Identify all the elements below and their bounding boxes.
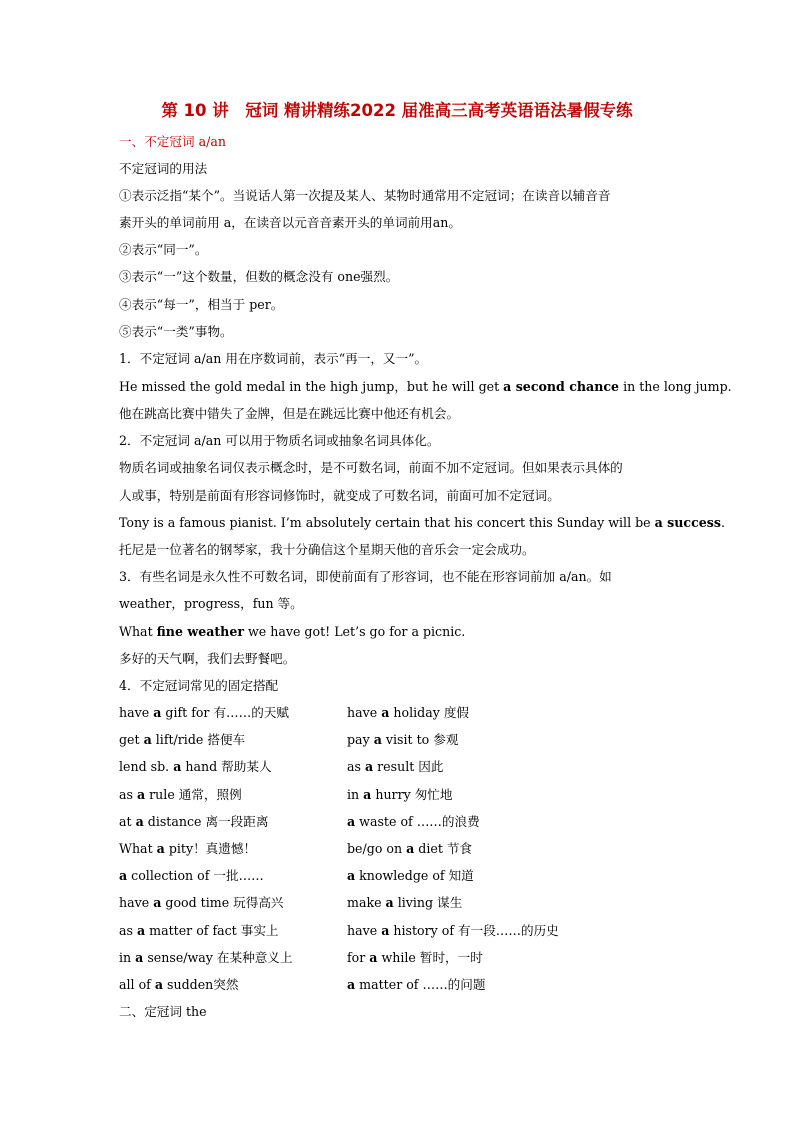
point-1-example <box>119 378 732 396</box>
usage-2: ②表示“同一”。 <box>119 242 208 257</box>
phrase-left: lend sb. a hand 帮助某人 <box>119 759 272 774</box>
point-3-heading-line-2: weather，progress，fun 等。 <box>119 596 303 611</box>
section-heading-definite-article: 二、定冠词 the <box>119 1004 207 1019</box>
phrase-left: as a rule 通常，照例 <box>119 787 242 802</box>
usage-1-line-2: 素开头的单词前用 a，在读音以元音音素开头的单词前用an。 <box>119 215 461 230</box>
phrase-right: have a holiday 度假 <box>347 705 470 720</box>
phrase-left: all of a sudden突然 <box>119 977 239 992</box>
example-highlight: a success <box>654 515 721 530</box>
phrase-left: as a matter of fact 事实上 <box>119 923 279 938</box>
phrase-left: at a distance 离一段距离 <box>119 814 269 829</box>
phrase-right: a matter of ……的问题 <box>347 977 486 992</box>
phrase-right: make a living 谋生 <box>347 895 463 910</box>
phrase-left: get a lift/ride 搭便车 <box>119 732 246 747</box>
phrase-right: as a result 因此 <box>347 759 444 774</box>
page-title: 第 10 讲 冠词 精讲精练2022 届准高三高考英语语法暑假专练 <box>161 101 633 120</box>
phrase-right: pay a visit to 参观 <box>347 732 459 747</box>
example-highlight: fine weather <box>156 624 244 639</box>
point-1-translation: 他在跳高比赛中错失了金牌，但是在跳远比赛中他还有机会。 <box>119 406 460 421</box>
phrase-left: a collection of 一批…… <box>119 868 264 883</box>
usage-1-line-1: ①表示泛指“某个”。当说话人第一次提及某人、某物时通常用不定冠词；在读音以辅音音 <box>119 188 611 203</box>
usage-4: ④表示“每一”，相当于 per。 <box>119 297 284 312</box>
example-text: Tony is a famous pianist. I’m absolutely certain that his concert this Sunday will be <box>119 515 655 530</box>
example-text: we have got! Let’s go for a picnic. <box>244 624 466 639</box>
phrase-left: have a gift for 有……的天赋 <box>119 705 290 720</box>
point-2-translation: 托尼是一位著名的钢琴家，我十分确信这个星期天他的音乐会一定会成功。 <box>119 542 535 557</box>
usage-5: ⑤表示“一类”事物。 <box>119 324 233 339</box>
example-text: He missed the gold medal in the high jump，but he will get <box>119 379 504 394</box>
example-text: in the long jump. <box>619 379 732 394</box>
point-4-heading: 4．不定冠词常见的固定搭配 <box>119 678 279 693</box>
usage-heading: 不定冠词的用法 <box>119 161 208 176</box>
usage-3: ③表示“一”这个数量，但数的概念没有 one强烈。 <box>119 269 399 284</box>
phrase-right: a knowledge of 知道 <box>347 868 474 883</box>
point-2-text-line-1: 物质名词或抽象名词仅表示概念时，是不可数名词，前面不加不定冠词。但如果表示具体的 <box>119 460 623 475</box>
point-2-example <box>119 514 725 532</box>
phrase-right: in a hurry 匆忙地 <box>347 787 453 802</box>
phrase-right: have a history of 有一段……的历史 <box>347 923 559 938</box>
point-3-example <box>119 623 465 641</box>
phrase-right: a waste of ……的浪费 <box>347 814 480 829</box>
point-3-translation: 多好的天气啊，我们去野餐吧。 <box>119 651 296 666</box>
phrase-left: What a pity！真遗憾！ <box>119 841 257 856</box>
example-highlight: a second chance <box>503 379 620 394</box>
point-3-heading-line-1: 3．有些名词是永久性不可数名词，即使前面有了形容词，也不能在形容词前加 a/an。如 <box>119 569 612 584</box>
phrase-right: be/go on a diet 节食 <box>347 841 473 856</box>
point-1-heading: 1．不定冠词 a/an 用在序数词前，表示“再一，又一”。 <box>119 351 428 366</box>
point-2-heading: 2．不定冠词 a/an 可以用于物质名词或抽象名词具体化。 <box>119 433 440 448</box>
example-text: What <box>119 624 157 639</box>
example-text: . <box>720 515 725 530</box>
phrase-left: in a sense/way 在某种意义上 <box>119 950 293 965</box>
phrase-right: for a while 暂时，一时 <box>347 950 483 965</box>
phrase-left: have a good time 玩得高兴 <box>119 895 284 910</box>
point-2-text-line-2: 人或事，特别是前面有形容词修饰时，就变成了可数名词，前面可加不定冠词。 <box>119 488 560 503</box>
section-heading-indefinite-article: 一、不定冠词 a/an <box>119 134 226 149</box>
